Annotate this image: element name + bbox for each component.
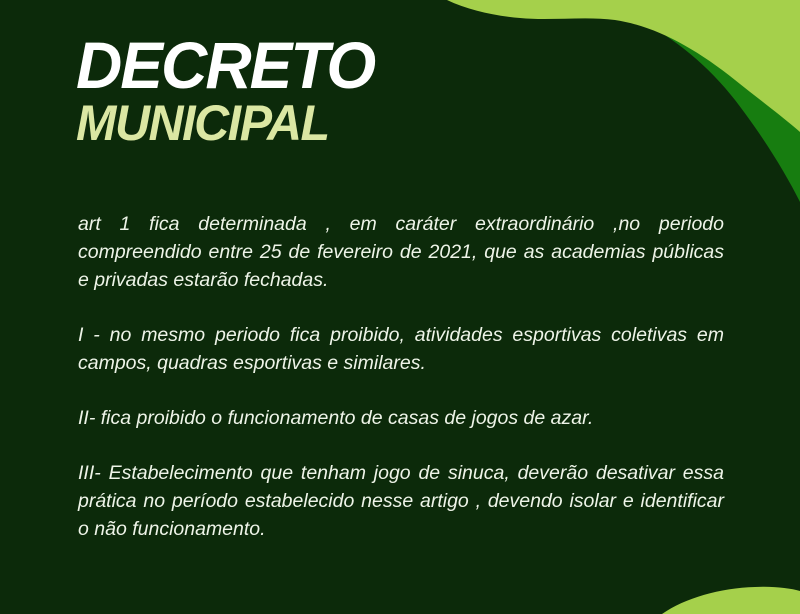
decree-title-primary: DECRETO — [76, 28, 375, 102]
paragraph-item-3: III- Estabelecimento que tenham jogo de sinuca, deverão desativar essa prática no período estabelecido nesse artigo , devendo isolar e identificar o não funcionamento. — [78, 462, 724, 540]
top-right-wave-icon — [447, 0, 800, 132]
paragraph-item-1: I - no mesmo periodo fica proibido, atividades esportivas coletivas em campos, quadras esportivas e similares. — [78, 324, 724, 374]
bottom-right-bump-icon — [662, 587, 800, 614]
decree-body — [78, 210, 724, 570]
paragraph-item-2: II- fica proibido o funcionamento de casas de jogos de azar. — [78, 407, 594, 429]
decree-title-secondary: MUNICIPAL — [76, 95, 329, 151]
paragraph-art1: art 1 fica determinada , em caráter extraordinário ,no periodo compreendido entre 25 de fevereiro de 2021, que as academias públicas e privadas estarão fechadas. — [78, 213, 724, 291]
top-right-wave-under-icon — [590, 0, 800, 202]
decree-title — [76, 28, 384, 151]
